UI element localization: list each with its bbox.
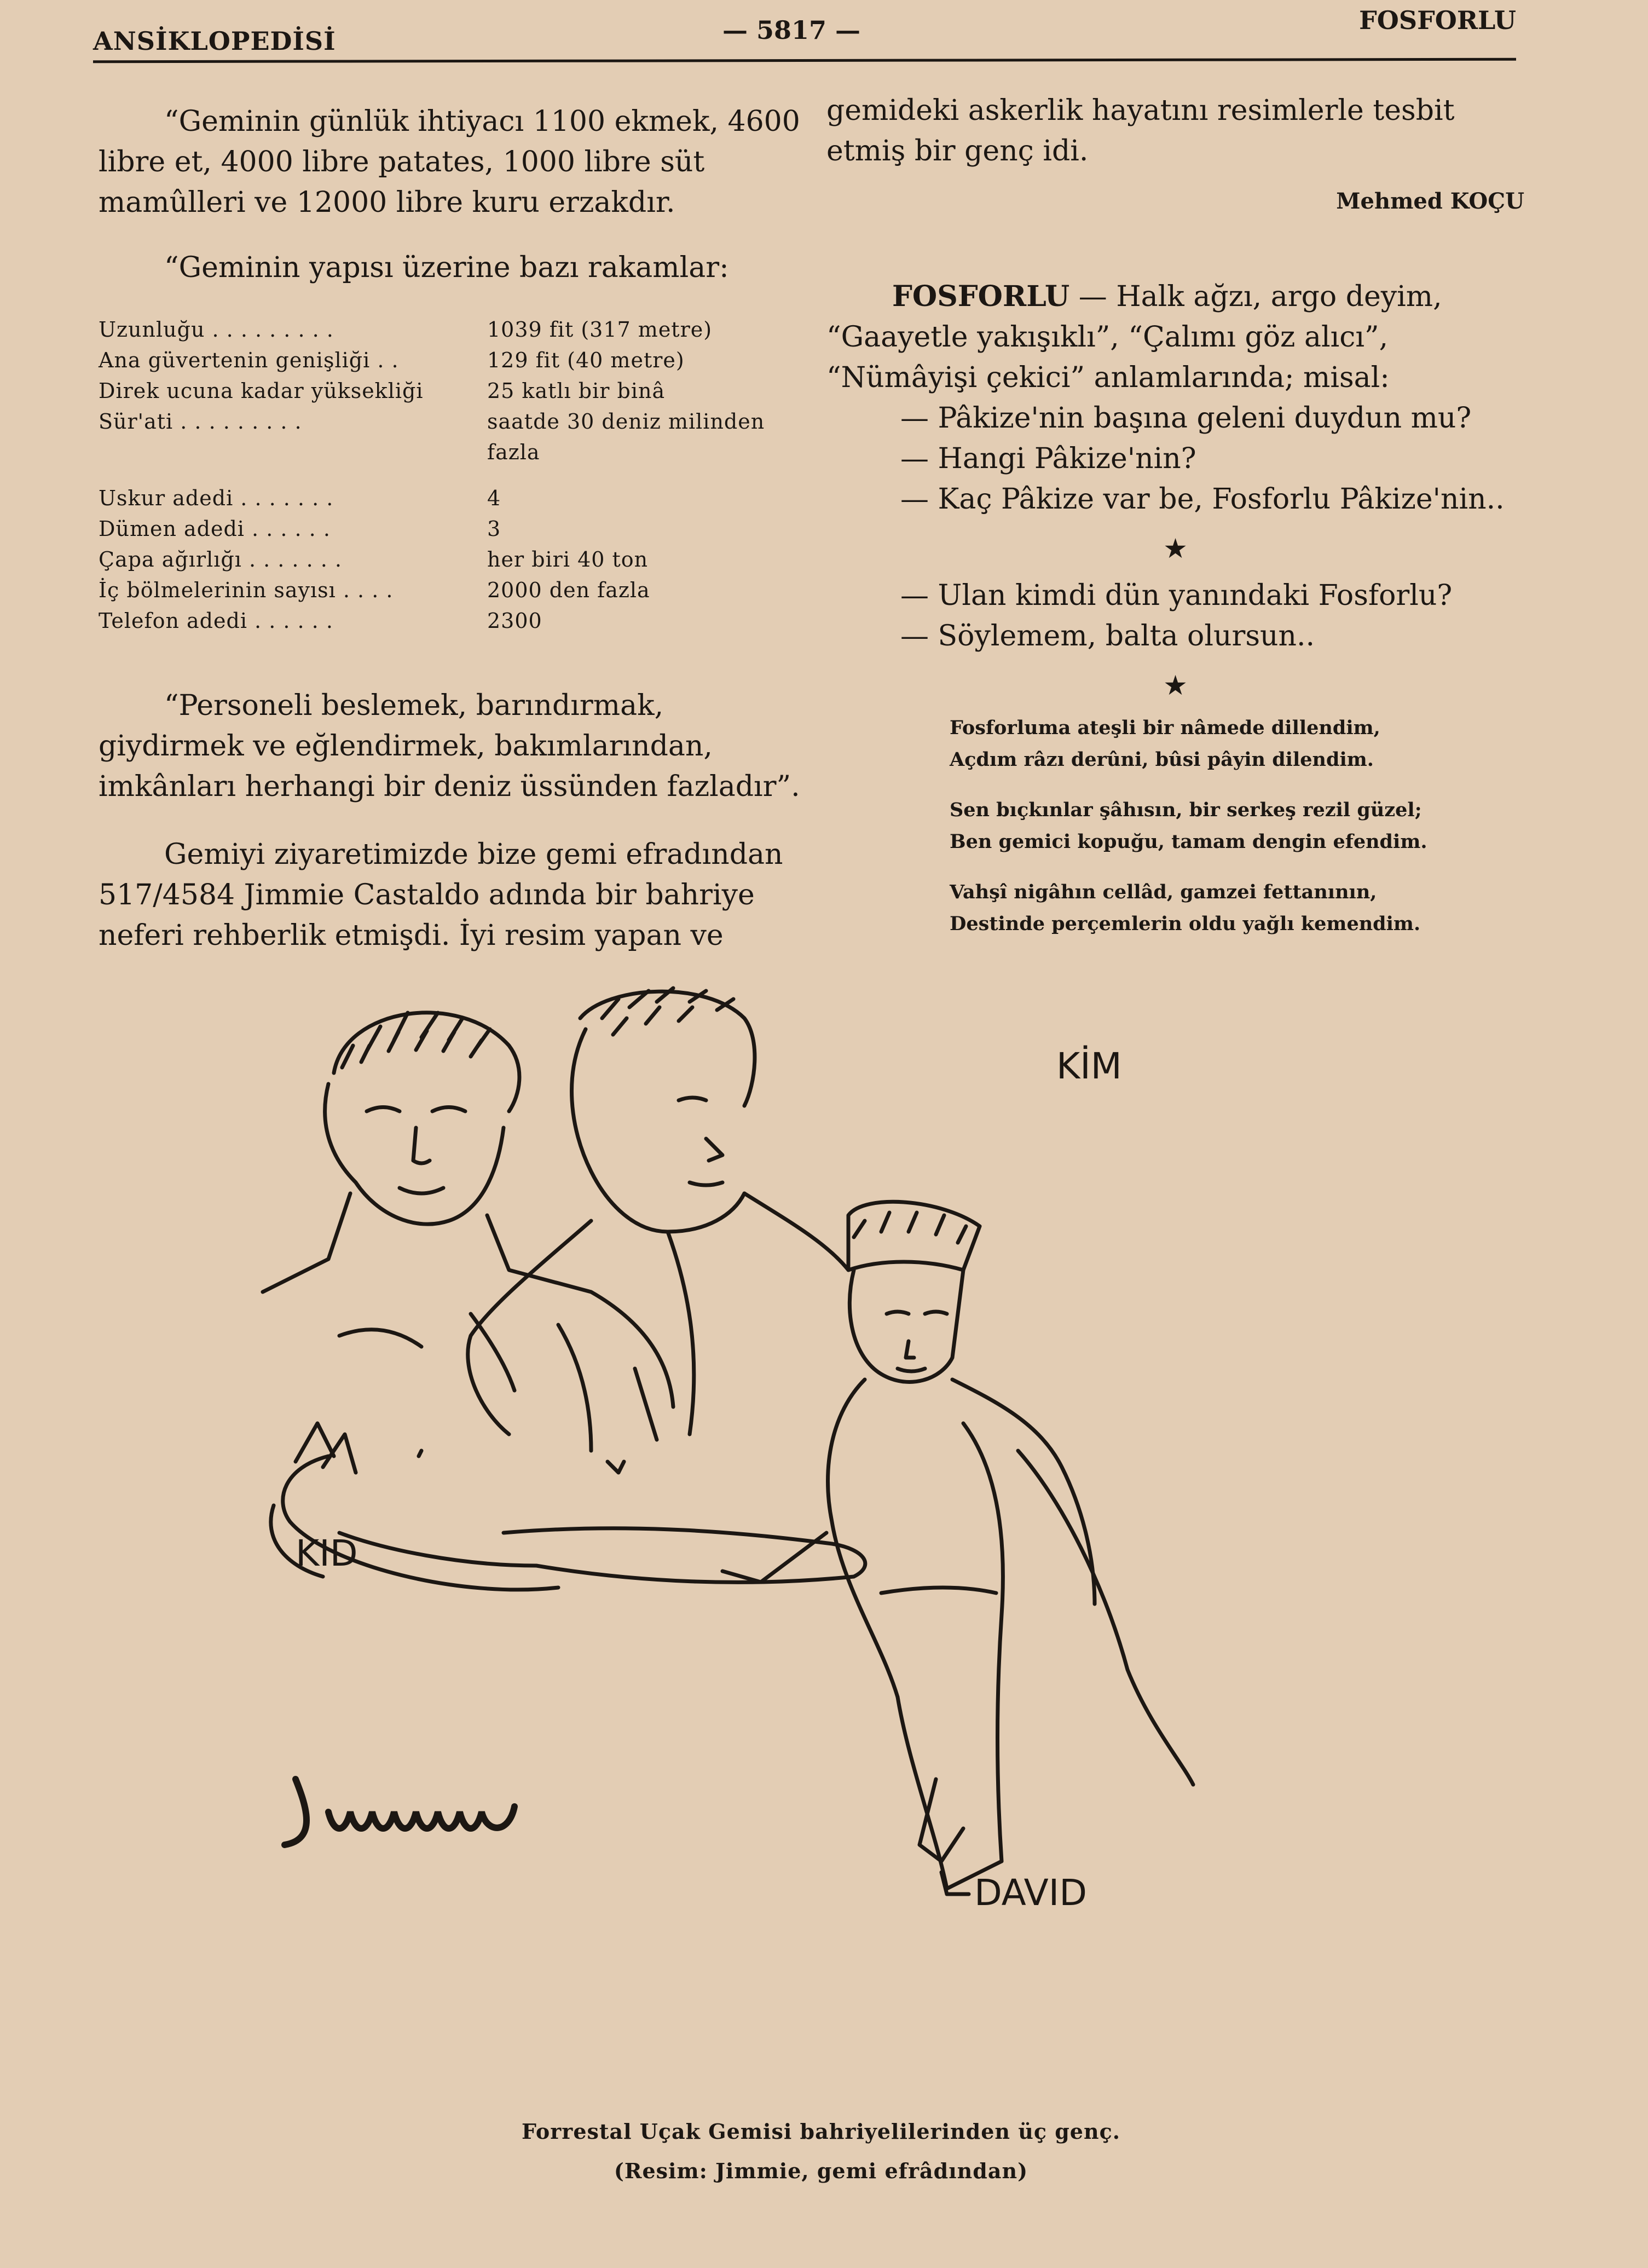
spec-row	[99, 483, 805, 513]
spec-label: İç bölmelerinin sayısı . . . .	[99, 578, 394, 602]
spec-label: Uzunluğu . . . . . . . . .	[99, 318, 334, 342]
poem-line: Sen bıçkınlar şâhısın, bir serkeş rezil güzel;	[950, 799, 1422, 821]
caption-credit: (Resim: Jimmie, gemi efrâdından)	[614, 2159, 1028, 2183]
spec-label: Telefon adedi . . . . . .	[99, 609, 333, 633]
spec-row	[99, 314, 805, 345]
spec-row	[99, 575, 805, 605]
dialogue-line: — Ulan kimdi dün yanındaki Fosforlu?	[900, 579, 1453, 612]
paragraph-visit: Gemiyi ziyaretimizde bize gemi efradından 517/4584 Jimmie Castaldo adında bir bahriye neferi rehberlik etmişdi. İyi resim yapan ve	[99, 838, 783, 952]
label-kim: KİM	[1056, 1045, 1122, 1087]
entry-definition: — Halk ağzı, argo deyim, “Gaayetle yakışıklı”, “Çalımı göz alıcı”, “Nümâyişi çekici” anlamlarında; misal:	[826, 280, 1442, 394]
quote-figures-intro: “Geminin yapısı üzerine bazı rakamlar:	[164, 251, 729, 284]
label-david: DAVID	[974, 1872, 1088, 1914]
poem-line: Açdım râzı derûni, bûsi pâyin dilendim.	[950, 748, 1374, 771]
spec-value: 1039 fit (317 metre)	[487, 318, 713, 342]
ship-specs-table	[99, 314, 805, 636]
spec-row	[99, 406, 805, 483]
poem-line: Vahşî nigâhın cellâd, gamzei fettanının,	[950, 881, 1377, 903]
dialogue-line: — Kaç Pâkize var be, Fosforlu Pâkize'nin..	[900, 483, 1505, 516]
artist-signature	[285, 1779, 514, 1845]
poem-line: Ben gemici kopuğu, tamam dengin efendim.	[950, 830, 1427, 853]
spec-row	[99, 513, 805, 544]
dialogue-line: — Hangi Pâkize'nin?	[900, 442, 1196, 475]
star-separator: ★	[1163, 670, 1188, 701]
left-column	[99, 101, 810, 956]
spec-label: Direk ucuna kadar yüksekliği	[99, 379, 424, 403]
dialogue-line: — Söylemem, balta olursun..	[900, 620, 1315, 653]
spec-label: Uskur adedi . . . . . . .	[99, 486, 334, 510]
spec-row	[99, 544, 805, 575]
spec-value: 2000 den fazla	[487, 578, 650, 602]
figure-caption	[383, 2112, 1259, 2191]
star-separator: ★	[1163, 533, 1188, 564]
arm-stroke	[504, 1528, 865, 1583]
poem-line: Destinde perçemlerin oldu yağlı kemendim.	[950, 913, 1421, 935]
spec-value: 25 katlı bir binâ	[487, 379, 666, 403]
spec-label: Sür'ati . . . . . . . . .	[99, 409, 302, 434]
spec-value: 4	[487, 486, 501, 510]
caption-line: Forrestal Uçak Gemisi bahriyelilerinden üç genç.	[522, 2119, 1120, 2144]
spec-row	[99, 376, 805, 406]
david-figure	[722, 1202, 1193, 1894]
spec-label: Ana güvertenin genişliği . .	[99, 348, 399, 372]
header-right: FOSFORLU	[1359, 5, 1516, 35]
sailors-ink-drawing	[252, 985, 1489, 2075]
label-kid: KID	[296, 1532, 358, 1574]
quote-provisions: “Geminin günlük ihtiyacı 1100 ekmek, 4600 libre et, 4000 libre patates, 1000 libre süt mamûlleri ve 12000 libre kuru erzakdır.	[99, 105, 800, 219]
paragraph-continued: gemideki askerlik hayatını resimlerle tesbit etmiş bir genç idi.	[826, 94, 1455, 168]
spec-value: 129 fit (40 metre)	[487, 348, 685, 372]
poem-line: Fosforluma ateşli bir nâmede dillendim,	[950, 717, 1380, 739]
kid-figure	[263, 1013, 673, 1590]
dialogue-line: — Pâkize'nin başına geleni duydun mu?	[900, 402, 1472, 435]
spec-label: Dümen adedi . . . . . .	[99, 517, 331, 541]
spec-row	[99, 605, 805, 636]
poem	[826, 712, 1524, 940]
page-header	[93, 5, 1522, 60]
spec-value: her biri 40 ton	[487, 547, 649, 572]
header-left: ANSİKLOPEDİSİ	[93, 26, 336, 56]
author-signature: Mehmed KOÇU	[1336, 188, 1524, 214]
spec-value: 3	[487, 517, 501, 541]
spec-row	[99, 345, 805, 376]
kim-figure	[468, 988, 848, 1473]
quote-personnel: “Personeli beslemek, barındırmak, giydirmek ve eğlendirmek, bakımlarından, imkânları herhangi bir deniz üssünden fazladır”.	[99, 689, 800, 803]
page-number: — 5817 —	[722, 15, 861, 45]
right-column	[826, 90, 1524, 940]
entry-headword: FOSFORLU	[892, 280, 1070, 313]
spec-label: Çapa ağırlığı . . . . . . .	[99, 547, 342, 572]
spec-value: saatde 30 deniz milinden fazla	[487, 409, 765, 464]
header-rule	[93, 58, 1516, 64]
entry-fosforlu	[826, 276, 1524, 398]
spec-value: 2300	[487, 609, 542, 633]
